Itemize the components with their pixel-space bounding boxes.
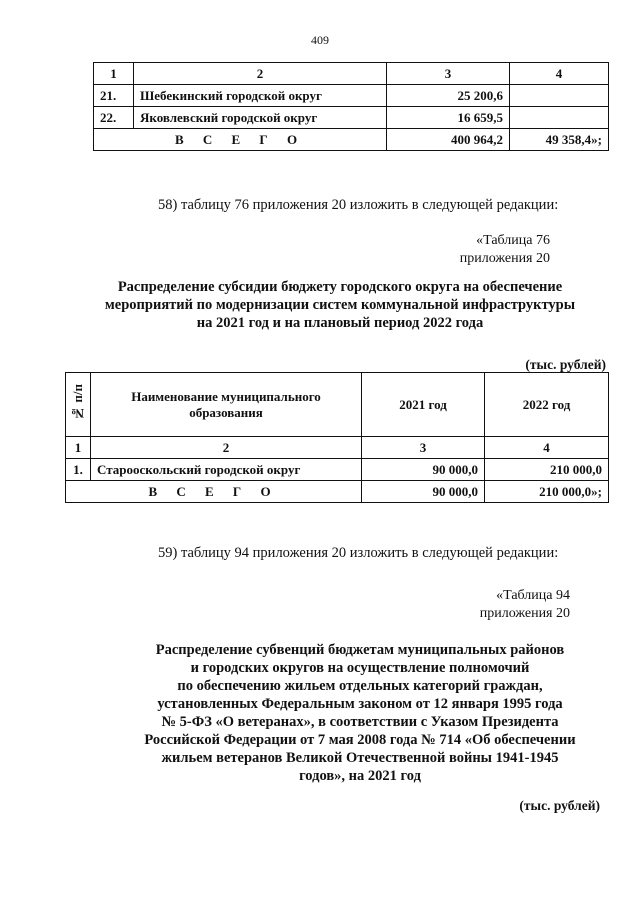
table-cell: 3 <box>362 437 485 459</box>
table-total-row <box>66 481 609 503</box>
table-cell: 4 <box>485 437 609 459</box>
municipality-name: Шебекинский городской округ <box>134 85 387 107</box>
column-header-2022: 2022 год <box>485 373 609 437</box>
title-line: по обеспечению жильем отдельных категорий граждан, <box>177 678 543 694</box>
table-76-title <box>70 278 610 332</box>
table-header-row <box>66 373 609 437</box>
table-cell: 1 <box>94 63 134 85</box>
table-cell: 2 <box>91 437 362 459</box>
table-reference-line: приложения 20 <box>459 251 550 266</box>
table-cell: 2 <box>134 63 387 85</box>
total-2021: 90 000,0 <box>362 481 485 503</box>
column-header-number: № п/п <box>66 373 91 437</box>
amount-cell: 16 659,5 <box>387 107 510 129</box>
page-number: 409 <box>311 33 329 47</box>
column-header-name: Наименование муниципального образования <box>91 373 362 437</box>
table-index-row <box>94 63 609 85</box>
amount-2021: 90 000,0 <box>362 459 485 481</box>
amount-cell <box>510 107 609 129</box>
total-label: В С Е Г О <box>66 481 362 503</box>
column-header-2021: 2021 год <box>362 373 485 437</box>
table-reference-94 <box>420 587 570 623</box>
table-cell: 3 <box>387 63 510 85</box>
units-label: (тыс. рублей) <box>519 798 600 813</box>
title-line: Распределение субсидии бюджету городского округа на обеспечение <box>117 279 563 295</box>
amendment-item-59: 59) таблицу 94 приложения 20 изложить в следующей редакции: <box>158 545 559 561</box>
total-amount: 49 358,4»; <box>510 129 609 151</box>
table-reference-76 <box>400 232 550 268</box>
table-cell: 1 <box>66 437 91 459</box>
table-row <box>94 107 609 129</box>
title-line: годов», на 2021 год <box>299 768 421 784</box>
title-line: и городских округов на осуществление полномочий <box>190 660 530 676</box>
title-line: Российской Федерации от 7 мая 2008 года № 714 «Об обеспечении <box>144 732 576 748</box>
row-number: 22. <box>94 107 134 129</box>
table-75-continuation <box>93 62 609 151</box>
row-number: 21. <box>94 85 134 107</box>
municipality-name: Старооскольский городской округ <box>91 459 362 481</box>
table-reference-line: «Таблица 94 <box>496 588 570 603</box>
title-line: на 2021 год и на плановый период 2022 года <box>196 315 484 331</box>
table-cell: 4 <box>510 63 609 85</box>
table-reference-line: «Таблица 76 <box>476 233 550 248</box>
title-line: Распределение субвенций бюджетам муниципальных районов <box>155 642 565 658</box>
amount-cell: 25 200,6 <box>387 85 510 107</box>
total-label: В С Е Г О <box>94 129 387 151</box>
table-94-title <box>80 641 640 785</box>
table-76 <box>65 372 609 503</box>
amendment-item-58: 58) таблицу 76 приложения 20 изложить в следующей редакции: <box>158 197 559 213</box>
table-index-row <box>66 437 609 459</box>
total-amount: 400 964,2 <box>387 129 510 151</box>
total-2022: 210 000,0»; <box>485 481 609 503</box>
row-number: 1. <box>66 459 91 481</box>
table-row <box>94 85 609 107</box>
units-label: (тыс. рублей) <box>525 357 606 372</box>
amount-cell <box>510 85 609 107</box>
title-line: мероприятий по модернизации систем коммунальной инфраструктуры <box>104 297 576 313</box>
table-row <box>66 459 609 481</box>
municipality-name: Яковлевский городской округ <box>134 107 387 129</box>
amount-2022: 210 000,0 <box>485 459 609 481</box>
title-line: жильем ветеранов Великой Отечественной войны 1941-1945 <box>161 750 559 766</box>
title-line: № 5-ФЗ «О ветеранах», в соответствии с Указом Президента <box>161 714 559 730</box>
table-reference-line: приложения 20 <box>479 606 570 621</box>
table-total-row <box>94 129 609 151</box>
title-line: установленных Федеральным законом от 12 января 1995 года <box>157 696 563 712</box>
